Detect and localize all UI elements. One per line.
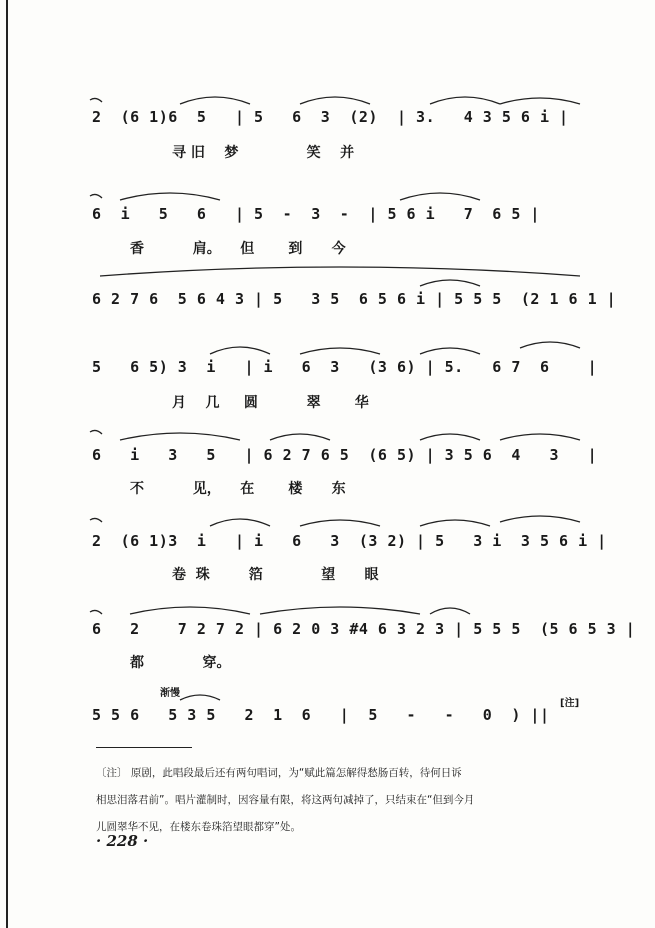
score-line-4-notes: 5 6 5) 3 i | i 6 3 (3 6) | 5. 6 7 6 | <box>92 358 598 376</box>
footnote-text <box>96 760 616 841</box>
score-line-7-lyrics: 都 穿。 <box>130 655 231 671</box>
score-line-1-lyrics: 寻 旧 梦 笑 并 <box>172 145 355 161</box>
score-line-5-lyrics: 不 见， 在 楼 东 <box>130 481 346 497</box>
page-number: · 228 · <box>96 832 149 850</box>
footnote-line-2: 相思泪落君前”。唱片灌制时，因容量有限，将这两句减掉了，只结束在“但到今月 <box>96 794 475 806</box>
score-line-8-notes: 5 5 6 5 3 5 2 1 6 | 5 - - 0 ) || <box>92 706 550 724</box>
score-line-1-notes: 2 (6 1)6 5 | 5 6 3 (2) | 3. 4 3 5 6 i | <box>92 108 569 126</box>
footnote-line-3: 儿圆翠华不见，在楼东卷珠箔望眼都穿”处。 <box>96 821 301 833</box>
score-line-4-lyrics: 月 几 圆 翠 华 <box>172 395 369 411</box>
tempo-marking: 渐慢 <box>160 688 180 699</box>
score-line-2-notes: 6 i 5 6 | 5 - 3 - | 5 6 i 7 6 5 | <box>92 205 540 223</box>
score-line-5-notes: 6 i 3 5 | 6 2 7 6 5 (6 5) | 3 5 6 4 3 | <box>92 446 598 464</box>
footnote-divider <box>96 747 192 748</box>
score-line-7-notes: 6 2 7 2 7 2 | 6 2 0 3 #4 6 3 2 3 | 5 5 5 (5 6 5 3 | <box>92 620 636 638</box>
score-line-2-lyrics: 香 肩。 但 到 今 <box>130 241 346 257</box>
score-line-6-lyrics: 卷 珠 箔 望 眼 <box>172 567 379 583</box>
score-line-6-notes: 2 (6 1)3 i | i 6 3 (3 2) | 5 3 i 3 5 6 i | <box>92 532 607 550</box>
score-line-3-notes: 6 2 7 6 5 6 4 3 | 5 3 5 6 5 6 i | 5 5 5 (2 1 6 1 | <box>92 290 617 308</box>
footnote-line-1: 〔注〕 原剧，此唱段最后还有两句唱词，为“赋此篇怎解得愁肠百转，待何日诉 <box>96 767 462 779</box>
footnote-reference: [注] <box>560 698 580 709</box>
